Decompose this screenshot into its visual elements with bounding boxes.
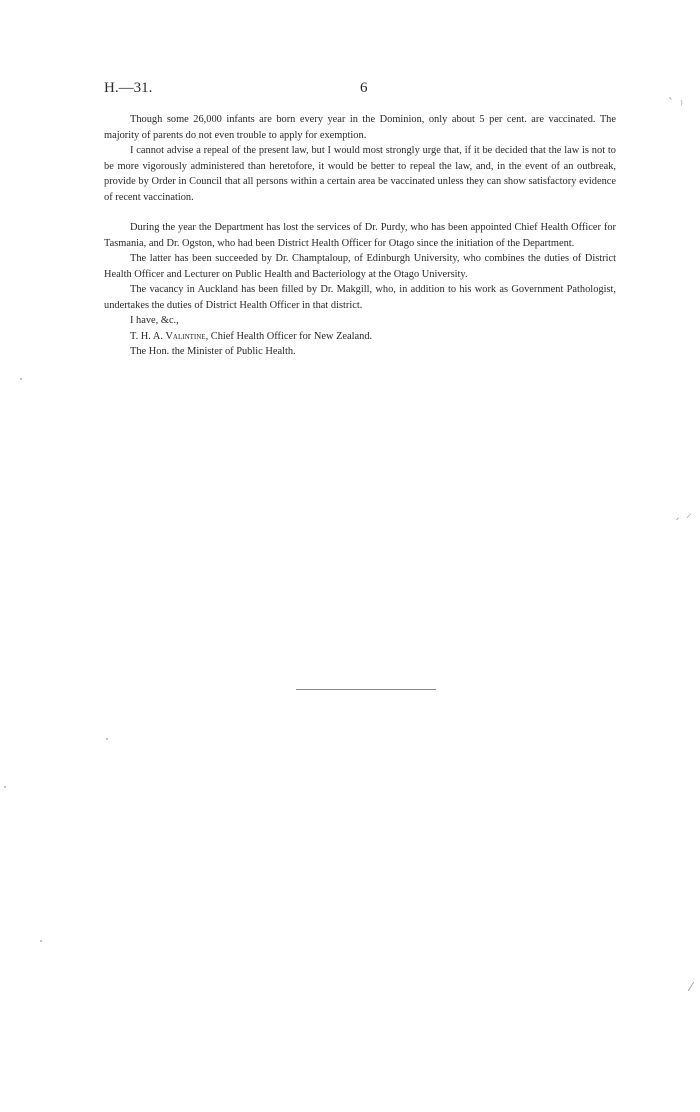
document-reference: H.—31. [104,80,153,96]
addressee-line: The Hon. the Minister of Public Health. [130,346,296,357]
margin-mark: ⁾ [680,98,683,112]
margin-mark: ˏ [674,506,680,520]
paragraph-auckland-vacancy: The vacancy in Auckland has been filled by Dr. Makgill, who, in addition to his work as Government Pathologist, undertakes the duties of District Health Officer in that district. [104,284,616,311]
scan-speck [40,940,42,942]
scan-speck [20,378,22,380]
scan-speck [4,786,6,788]
signatory-name: T. H. A. Valintine, [130,330,209,342]
margin-mark: ⁄ [690,980,693,994]
paragraph-successor: The latter has been succeeded by Dr. Champtaloup, of Edinburgh University, who combines the duties of District Health Officer and Lecturer on Public Health and Bacteriology at the Otago University. [104,253,616,280]
letter-body [104,112,616,360]
paragraph-vaccination-statistics: Though some 26,000 infants are born every year in the Dominion, only about 5 per cent. are vaccinated. The majority of parents do not even trouble to apply for exemption. [104,114,616,141]
page-header [104,80,624,100]
paragraph-staff-changes: During the year the Department has lost the services of Dr. Purdy, who has been appointed Chief Health Officer for Tasmania, and Dr. Ogston, who had been District Health Officer for Otago since the initiation of the Department. [104,222,616,249]
closing-line: I have, &c., [130,315,179,326]
margin-mark: ˋ [668,96,674,110]
margin-mark: ⸝ [686,506,693,520]
section-divider [296,689,436,690]
scan-speck [106,738,108,740]
signature-line [104,329,616,345]
page-number: 6 [360,80,368,96]
paragraph-law-recommendation: I cannot advise a repeal of the present law, but I would most strongly urge that, if it be decided that the law is not to be more vigorously administered than heretofore, it would be better to repeal the law, and, in the event of an outbreak, provide by Order in Council that all persons within a certain area be vaccinated unless they can show satisfactory evidence of recent vaccination. [104,145,616,203]
signatory-title: Chief Health Officer for New Zealand. [208,330,373,342]
